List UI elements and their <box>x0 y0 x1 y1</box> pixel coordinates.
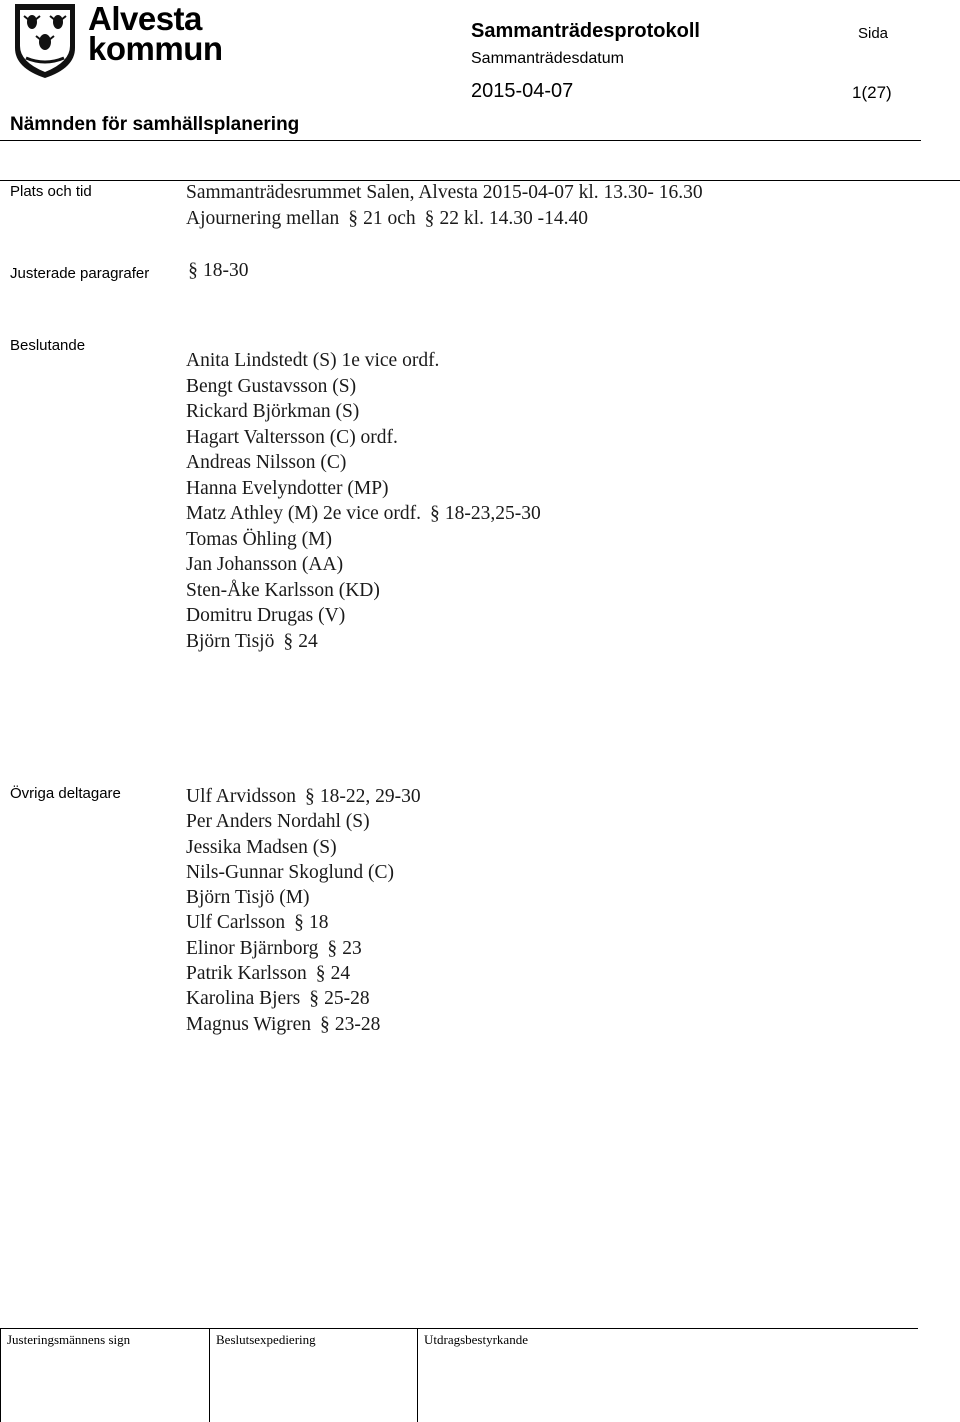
section-sign-icon: § <box>304 786 315 807</box>
section-sign-icon: § <box>320 1013 330 1035</box>
other-participants-list <box>186 784 421 1037</box>
section-sign-icon: § <box>348 208 358 229</box>
section-divider <box>0 180 960 181</box>
alvesta-coat-of-arms-icon <box>12 2 78 80</box>
decision-makers-list <box>186 348 541 654</box>
list-item: Jessika Madsen (S) <box>186 836 337 858</box>
logo-line2: kommun <box>88 30 223 67</box>
list-item: Anita Lindstedt (S) 1e vice ordf. <box>186 350 440 371</box>
page-label: Sida <box>858 25 889 42</box>
decision-makers-label: Beslutande <box>10 337 86 354</box>
list-item: Nils-Gunnar Skoglund (C) <box>186 861 394 883</box>
list-item: Per Anders Nordahl (S) <box>186 811 370 833</box>
logo-line1: Alvesta <box>88 0 202 37</box>
paragraphs-value <box>186 260 249 282</box>
committee-name: Nämnden för samhällsplanering <box>10 114 300 135</box>
signature-table <box>0 1328 918 1422</box>
signature-label: Utdragsbestyrkande <box>424 1332 528 1347</box>
page-number: 1(27) <box>852 83 892 102</box>
signature-cell-dispatch[interactable] <box>209 1329 417 1422</box>
paragraphs-range: 18-30 <box>203 260 249 281</box>
section-sign-icon: § <box>424 208 435 229</box>
list-item: Bengt Gustavsson (S) <box>186 375 357 397</box>
list-item: Hagart Valtersson (C) ordf. <box>186 426 398 448</box>
section-sign-icon: § <box>188 260 198 281</box>
signature-cell-adjusters[interactable] <box>0 1329 208 1422</box>
signature-label: Beslutsexpediering <box>216 1332 316 1347</box>
list-item: Björn Tisjö (M) <box>186 887 310 909</box>
section-sign-icon: § <box>430 503 440 524</box>
list-item: Tomas Öhling (M) <box>186 528 332 550</box>
list-item: Sten-Åke Karlsson (KD) <box>186 579 380 601</box>
section-sign-icon: § <box>294 912 304 934</box>
meeting-date: 2015-04-07 <box>471 80 574 102</box>
list-item: Jan Johansson (AA) <box>186 554 344 575</box>
other-participants-label: Övriga deltagare <box>10 785 121 802</box>
place-and-time: Sammanträdesrummet Salen, Alvesta 2015-04-07 kl. 13.30- 16.30 <box>186 182 703 203</box>
signature-label: Justeringsmännens sign <box>7 1332 131 1347</box>
adjournment-text-1: Ajournering mellan <box>186 208 340 229</box>
list-item: Karolina Bjers § 25-28 <box>186 986 421 1011</box>
logo-wordmark <box>88 0 223 67</box>
list-item: Magnus Wigren § 23-28 <box>186 1012 421 1037</box>
list-item: Hanna Evelyndotter (MP) <box>186 477 389 499</box>
list-item: Patrik Karlsson § 24 <box>186 961 421 986</box>
place-label: Plats och tid <box>10 183 92 200</box>
document-title: Sammanträdesprotokoll <box>471 20 700 42</box>
adjournment-text-3: 22 kl. 14.30 -14.40 <box>439 208 588 229</box>
header-divider <box>0 140 921 141</box>
section-sign-icon: § <box>309 988 320 1010</box>
list-item: Elinor Bjärnborg § 23 <box>186 936 421 961</box>
paragraphs-label: Justerade paragrafer <box>10 265 150 282</box>
date-label: Sammanträdesdatum <box>471 50 624 67</box>
list-item: Ulf Arvidsson § 18-22, 29-30 <box>186 784 421 809</box>
signature-cell-certification[interactable] <box>417 1329 918 1422</box>
section-sign-icon: § <box>315 963 326 985</box>
list-item: Björn Tisjö § 24 <box>186 629 541 655</box>
adjournment <box>186 208 588 230</box>
list-item: Matz Athley (M) 2e vice ordf. § 18-23,25-30 <box>186 501 541 527</box>
section-sign-icon: § <box>283 630 294 652</box>
adjournment-text-2: 21 och <box>363 208 416 229</box>
section-sign-icon: § <box>327 937 338 959</box>
list-item: Andreas Nilsson (C) <box>186 452 347 473</box>
list-item: Rickard Björkman (S) <box>186 401 360 422</box>
list-item: Ulf Carlsson § 18 <box>186 910 421 935</box>
list-item: Domitru Drugas (V) <box>186 605 346 626</box>
